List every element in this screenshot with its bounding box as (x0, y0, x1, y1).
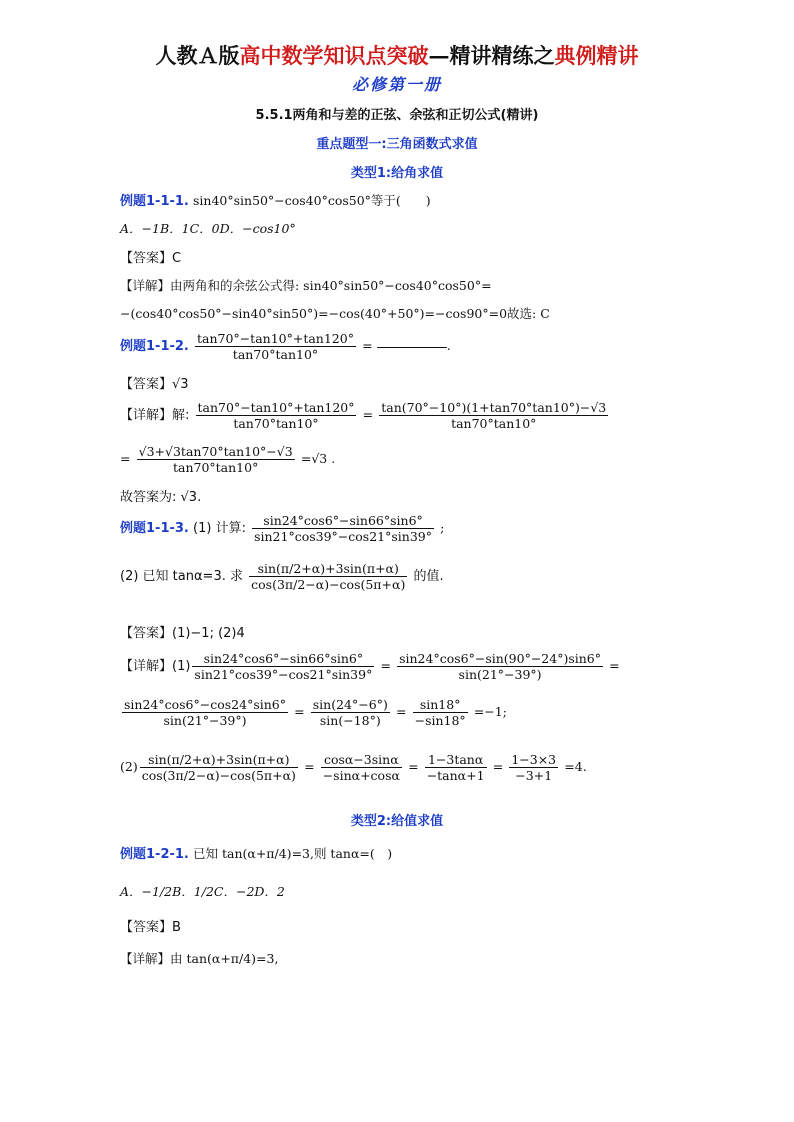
example-label: 例题1-1-3. (120, 521, 189, 536)
title-part-3: —精讲精练之 (428, 43, 555, 68)
example-1-1-2-question: 例题1-1-2. $\frac{\tan 70^\circ-\tan 10^\circ+\tan 120^\circ}{\tan 70^\circ\tan 10^\circ}$ = . (120, 331, 451, 362)
section-heading: 5.5.1两角和与差的正弦、余弦和正切公式(精讲) (255, 108, 539, 123)
example-1-1-3-part1: 例题1-1-3. (1) 计算: $\frac{\sin 24^\circ\cos 6^\circ-\sin 66^\circ\sin 6^\circ}{\sin 21^\circ\cos 39^\circ-\cos 21^\circ\sin 39^\circ}$ ; (120, 513, 445, 544)
example-1-1-3-part2: (2) 已知 tanα=3. 求 $\frac{\sin(\pi/2+\alpha)+3\sin(\pi+\alpha)}{\cos(3\pi/2-\alpha)-\cos(5\pi+\alpha)}$ 的值. (120, 561, 444, 592)
example-1-1-2-final: 故答案为: √3. (120, 490, 202, 505)
example-1-1-2-detail-1: 【详解】解: $\frac{\tan 70^\circ-\tan 10^\circ+\tan 120^\circ}{\tan 70^\circ\tan 10^\circ}$ = $\frac{\tan(70^\circ-10^\circ)(1+\tan 70^\circ\tan 10^\circ)-√3}{\tan 70^\circ\tan 10^\circ}$ (120, 400, 607, 431)
example-1-1-2-detail-2: = $\frac{√3+√3\tan 70^\circ\tan 10^\circ-√3}{\tan 70^\circ\tan 10^\circ}$ =√3 . (120, 444, 336, 475)
answer-blank (377, 346, 447, 348)
title-part-4: 典例精讲 (554, 43, 639, 68)
example-1-1-1-question (120, 190, 431, 209)
type1-heading: 类型1:给角求值 (350, 166, 444, 181)
title-part-2: 高中数学知识点突破 (239, 43, 429, 68)
example-1-1-3-detail-3: (2) $\frac{\sin(\pi/2+\alpha)+3\sin(\pi+\alpha)}{\cos(3\pi/2-\alpha)-\cos(5\pi+\alpha)}$ = $\frac{\cos\alpha-3\sin\alpha}{-\sin\alpha+\cos\alpha}$ = $\frac{1-3\tan\alpha}{-\tan\alpha+1}$ = $\frac{1-3\times 3}{-3+1}$ =4. (120, 752, 587, 783)
topic-heading: 重点题型一:三角函数式求值 (316, 137, 478, 152)
document-title (0, 40, 794, 70)
example-1-1-2-answer: 【答案】√3 (120, 377, 189, 392)
title-part-1: 人教Ａ版 (155, 43, 240, 68)
example-label: 例题1-1-2. (120, 339, 189, 354)
question-text: sin40°sin50°−cos40°cos50°等于( ) (193, 193, 431, 208)
type2-heading: 类型2:给值求值 (350, 814, 444, 829)
example-1-1-3-detail-2: $\frac{\sin 24^\circ\cos 6^\circ-\cos 24^\circ\sin 6^\circ}{\sin(21^\circ-39^\circ)}$ = $\frac{\sin(24^\circ-6^\circ)}{\sin(-18^\circ)}$ = $\frac{\sin 18^\circ}{-\sin 18^\circ}$ =−1; (124, 697, 507, 728)
example-1-1-3-answer: 【答案】(1)−1; (2)4 (120, 626, 245, 641)
example-1-1-1-detail-2: −(cos40°cos50°−sin40°sin50°)=−cos(40°+50°)=−cos90°=0故选: C (120, 306, 550, 321)
example-1-2-1-options: A．−1/2B．1/2C．−2D．2 (120, 884, 285, 899)
example-1-2-1-detail: 【详解】由 tan(α+π/4)=3, (120, 951, 279, 966)
example-1-1-1-options: A．−1B．1C．0D．−cos10° (120, 221, 296, 236)
example-1-2-1-answer: 【答案】B (120, 920, 181, 935)
example-label: 例题1-2-1. (120, 847, 189, 862)
document-subtitle: 必修第一册 (351, 75, 442, 94)
fraction: $\frac{\tan 70^\circ-\tan 10^\circ+\tan 120^\circ}{\tan 70^\circ\tan 10^\circ}$ (197, 331, 354, 362)
example-label: 例题1-1-1. (120, 194, 189, 209)
example-1-1-1-detail-1: 【详解】由两角和的余弦公式得: sin40°sin50°−cos40°cos50°= (120, 278, 492, 293)
example-1-2-1-question: 例题1-2-1. 已知 tan(α+π/4)=3,则 tanα=( ) (120, 846, 393, 862)
example-1-1-1-answer: 【答案】C (120, 251, 182, 266)
example-1-1-3-detail-1: 【详解】(1) $\frac{\sin 24^\circ\cos 6^\circ-\sin 66^\circ\sin 6^\circ}{\sin 21^\circ\cos 39^\circ-\cos 21^\circ\sin 39^\circ}$ = $\frac{\sin 24^\circ\cos 6^\circ-\sin(90^\circ-24^\circ)\sin 6^\circ}{\sin(21^\circ-39^\circ)}$ = (120, 651, 620, 682)
